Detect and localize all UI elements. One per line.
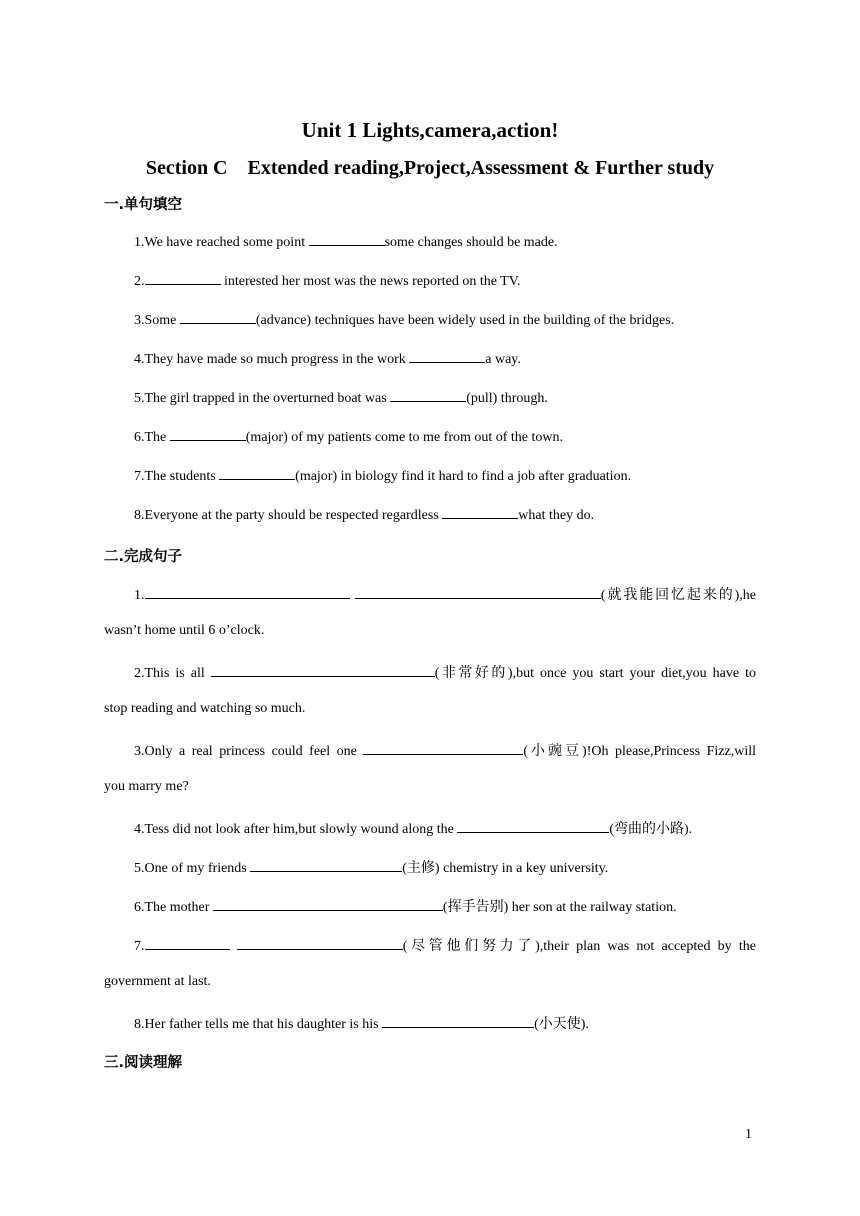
fill-item-8: 8.Everyone at the party should be respected regardless what they do. <box>134 508 595 523</box>
complete-item-2: 2.This is all (非常好的),but once you start your diet,you have to <box>134 666 756 681</box>
answer-blank[interactable] <box>170 428 246 441</box>
complete-item-4: 4.Tess did not look after him,but slowly wound along the (弯曲的小路). <box>134 822 693 837</box>
answer-blank[interactable] <box>457 820 609 833</box>
answer-blank[interactable] <box>355 586 601 599</box>
answer-blank[interactable] <box>219 467 295 480</box>
answer-blank[interactable] <box>145 937 230 950</box>
complete-item-8: 8.Her father tells me that his daughter is his (小天使). <box>134 1017 589 1032</box>
answer-blank[interactable] <box>145 586 350 599</box>
complete-item-3: 3.Only a real princess could feel one (小豌豆)!Oh please,Princess Fizz,will <box>134 744 756 759</box>
fill-item-3: 3.Some (advance) techniques have been widely used in the building of the bridges. <box>134 313 675 328</box>
answer-blank[interactable] <box>237 937 403 950</box>
section-heading-2: 二.完成句子 <box>104 549 183 565</box>
answer-blank[interactable] <box>180 311 256 324</box>
answer-blank[interactable] <box>250 859 402 872</box>
section-heading-3: 三.阅读理解 <box>104 1055 183 1071</box>
fill-item-2: 2. interested her most was the news reported on the TV. <box>134 274 521 289</box>
complete-item-2-cont: stop reading and watching so much. <box>104 701 306 716</box>
answer-blank[interactable] <box>390 389 466 402</box>
complete-item-7: 7. (尽管他们努力了),their plan was not accepted by the <box>134 939 757 954</box>
answer-blank[interactable] <box>363 742 523 755</box>
fill-item-7: 7.The students (major) in biology find it hard to find a job after graduation. <box>134 469 632 484</box>
answer-blank[interactable] <box>211 664 435 677</box>
complete-item-6: 6.The mother (挥手告别) her son at the railway station. <box>134 900 677 915</box>
complete-item-3-cont: you marry me? <box>104 779 189 794</box>
complete-item-1: 1. (就我能回忆起来的),he <box>134 588 757 603</box>
section-heading-1: 一.单句填空 <box>104 197 183 213</box>
fill-item-1: 1.We have reached some point some changes should be made. <box>134 235 558 250</box>
answer-blank[interactable] <box>442 506 518 519</box>
fill-item-6: 6.The (major) of my patients come to me from out of the town. <box>134 430 564 445</box>
answer-blank[interactable] <box>213 898 443 911</box>
complete-item-7-cont: government at last. <box>104 974 211 989</box>
complete-item-1-cont: wasn’t home until 6 o’clock. <box>104 623 265 638</box>
fill-item-4: 4.They have made so much progress in the work a way. <box>134 352 521 367</box>
answer-blank[interactable] <box>145 272 221 285</box>
page-number: 1 <box>745 1127 752 1142</box>
answer-blank[interactable] <box>382 1015 534 1028</box>
answer-blank[interactable] <box>409 350 485 363</box>
complete-item-5: 5.One of my friends (主修) chemistry in a key university. <box>134 861 609 876</box>
page-title: Unit 1 Lights,camera,action! <box>301 118 559 142</box>
fill-item-5: 5.The girl trapped in the overturned boat was (pull) through. <box>134 391 548 406</box>
answer-blank[interactable] <box>309 233 385 246</box>
section-subtitle: Section C Extended reading,Project,Assessment & Further study <box>145 157 715 179</box>
